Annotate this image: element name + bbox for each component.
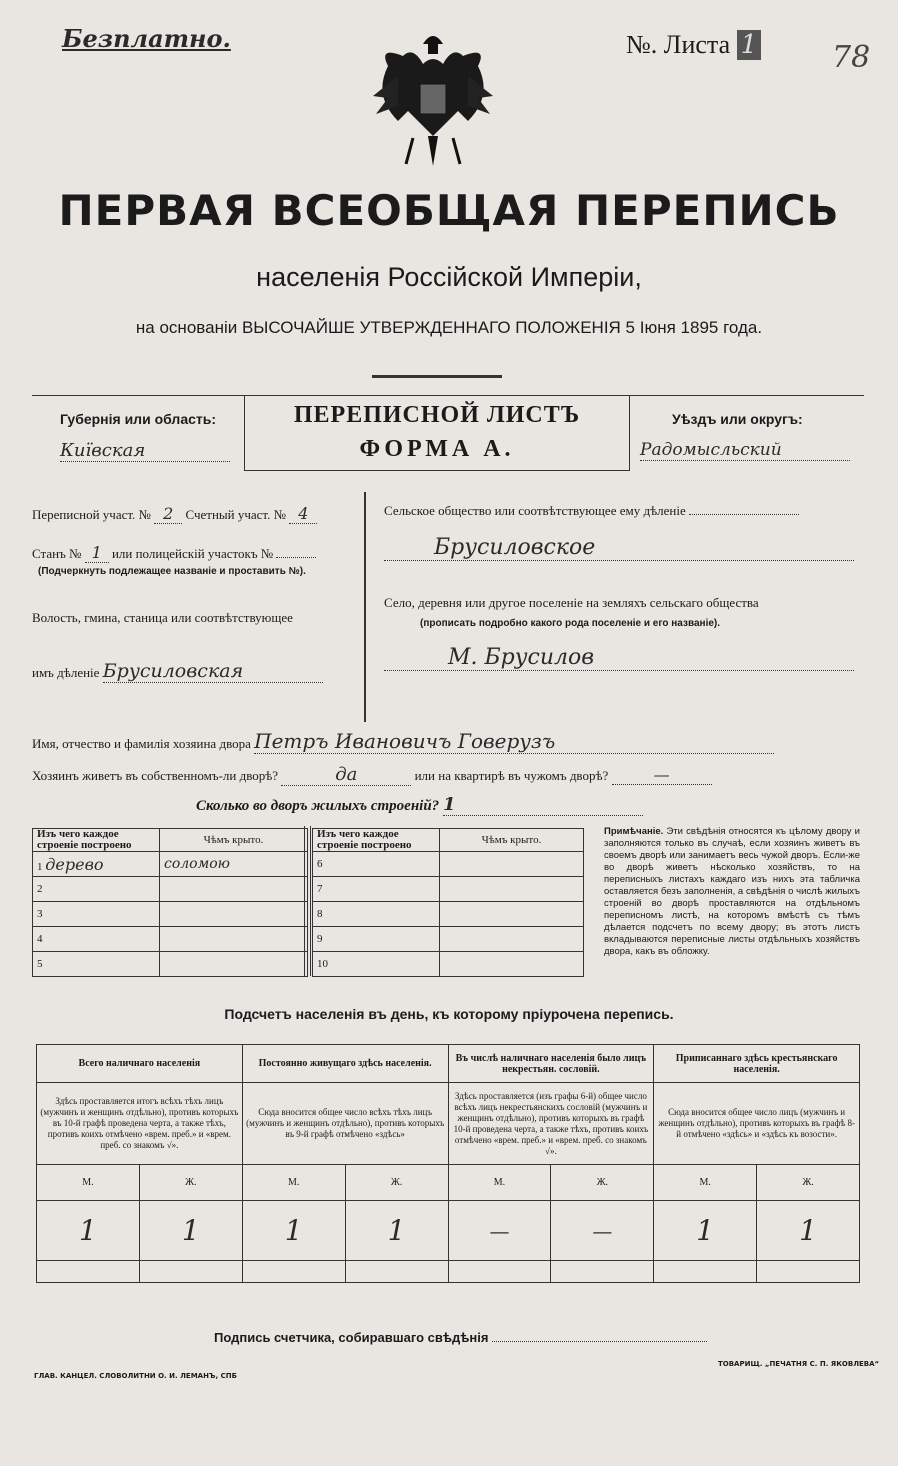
row-roof <box>440 952 584 977</box>
row-material: дерево <box>45 854 104 874</box>
row-roof <box>440 902 584 927</box>
row-roof <box>440 852 584 877</box>
note-block <box>604 826 860 958</box>
stan-note: (Подчеркнуть подлежащее названіе и проставить №). <box>38 566 306 577</box>
empty-cell <box>139 1261 242 1283</box>
row-num: 10 <box>317 958 328 970</box>
owner-name-label: Имя, отчество и фамилія хозяина двора <box>32 736 251 751</box>
subtitle: населенія Россійской Имперіи, <box>256 262 642 292</box>
count-table <box>36 1044 860 1283</box>
row-num: 6 <box>317 858 323 870</box>
table-row <box>33 927 308 952</box>
owner-own-row <box>32 764 712 786</box>
village-note: (прописать подробно какого рода поселеніе и его названіе). <box>420 618 721 629</box>
table-row <box>313 852 584 877</box>
column-divider <box>364 492 366 722</box>
empty-cell <box>654 1261 757 1283</box>
province-value: Київская <box>60 440 230 462</box>
note-heading: Примѣчаніе. <box>604 826 664 837</box>
owner-own-label: Хозяинъ живетъ въ собственномъ-ли дворѣ? <box>32 768 279 783</box>
basis-line: на основаніи ВЫСОЧАЙШЕ УТВЕРЖДЕННАГО ПОЛОЖЕНІЯ 5 Іюня 1895 года. <box>135 318 763 337</box>
count-value: 1 <box>242 1201 345 1261</box>
table-row <box>313 927 584 952</box>
col-m: М. <box>242 1165 345 1201</box>
police-area-blank <box>276 557 316 558</box>
col-f: Ж. <box>139 1165 242 1201</box>
row-num: 3 <box>37 908 43 920</box>
sheet-number: 1 <box>737 30 762 60</box>
stan-row <box>32 543 316 563</box>
row-roof <box>440 927 584 952</box>
form-title: ПЕРЕПИСНОЙ ЛИСТЪ <box>293 402 581 428</box>
count-header: Постоянно живущаго здѣсь населенія. <box>242 1045 448 1083</box>
owner-rent-value: — <box>612 765 712 785</box>
count-area-label: Счетный участ. № <box>185 507 287 522</box>
society-label: Сельское общество или соотвѣтствующее ему дѣленіе <box>384 503 686 518</box>
count-value: 1 <box>654 1201 757 1261</box>
col-m: М. <box>37 1165 140 1201</box>
col-roof-left: Чѣмъ крыто. <box>160 829 308 852</box>
row-roof <box>160 902 308 927</box>
count-desc: Сюда вносится общее число лицъ (мужчинъ и женщинъ отдѣльно), противъ которыхъ въ графѣ 8-й отмѣчено «здѣсь» и «здѣсь къ возости». <box>654 1083 860 1165</box>
corner-mark: 78 <box>832 40 871 75</box>
count-value: 1 <box>139 1201 242 1261</box>
count-desc: Сюда вносится общее число всѣхъ тѣхъ лицъ (мужчинъ и женщинъ отдѣльно), противъ которыхъ въ 9-й графѣ отмѣчено «здѣсь» <box>242 1083 448 1165</box>
count-value: 1 <box>757 1201 860 1261</box>
table-row <box>33 902 308 927</box>
ornament-divider <box>372 375 502 378</box>
buildings-value: 1 <box>443 794 643 816</box>
row-num: 9 <box>317 933 323 945</box>
col-m: М. <box>448 1165 551 1201</box>
row-num: 7 <box>317 883 323 895</box>
province-label: Губернія или область: <box>60 411 217 427</box>
row-num: 8 <box>317 908 323 920</box>
census-area-row <box>32 504 317 524</box>
buildings-table-right <box>312 828 584 977</box>
owner-own-value: да <box>281 764 411 786</box>
row-roof: соломою <box>160 852 308 877</box>
empty-cell <box>242 1261 345 1283</box>
empty-cell <box>345 1261 448 1283</box>
count-value: — <box>551 1201 654 1261</box>
owner-rent-label: или на квартирѣ въ чужомъ дворѣ? <box>414 768 609 783</box>
count-value: 1 <box>37 1201 140 1261</box>
row-num: 2 <box>37 883 43 895</box>
volost-row <box>32 660 323 683</box>
sheet-label-text: №. Листа <box>626 30 731 59</box>
table-double-rule <box>304 826 311 976</box>
col-roof-right: Чѣмъ крыто. <box>440 829 584 852</box>
table-row <box>33 877 308 902</box>
col-f: Ж. <box>551 1165 654 1201</box>
row-roof <box>160 952 308 977</box>
table-row <box>33 952 308 977</box>
table-row <box>313 877 584 902</box>
count-area-value: 4 <box>289 504 317 524</box>
empty-cell <box>448 1261 551 1283</box>
row-roof <box>160 877 308 902</box>
volost-label: Волость, гмина, станица или соотвѣтствующее <box>32 610 293 625</box>
row-roof <box>160 927 308 952</box>
form-name: ФОРМА А. <box>359 436 515 462</box>
empty-cell <box>37 1261 140 1283</box>
owner-name-row <box>32 729 774 754</box>
col-m: М. <box>654 1165 757 1201</box>
buildings-label: Сколько во дворъ жилыхъ строеній? <box>196 798 440 814</box>
sheet-label <box>626 30 761 60</box>
print-left: ГЛАВ. КАНЦЕЛ. СЛОВОЛИТНИ О. И. ЛЕМАНЪ, СПБ <box>34 1372 237 1380</box>
count-header: Въ числѣ наличнаго населенія было лицъ некрестьян. сословій. <box>448 1045 654 1083</box>
note-text: Эти свѣдѣнія относятся къ цѣлому двору и заполняются только въ случаѣ, если хозяинъ живетъ въ своемъ дворѣ или занимаетъ весь чужой дворъ. Если-же во дворѣ живетъ нѣсколько хозяйствъ, то на переписныхъ листахъ каждаго изъ нихъ эта табличка оставляется безъ заполненія, а свѣдѣнія о числѣ жилыхъ строеній во дворѣ проставляются на отдѣльномъ переписномъ листѣ, на которомъ вмѣстѣ съ тѣмъ дѣлается подсчетъ по всему двору; въ этотъ листъ вкладываются переписные листы отдѣльныхъ хозяйствъ двора, какъ въ обложку. <box>604 826 860 957</box>
row-roof <box>440 877 584 902</box>
census-area-label: Переписной участ. № <box>32 507 151 522</box>
col-f: Ж. <box>757 1165 860 1201</box>
row-num: 5 <box>37 958 43 970</box>
table-row <box>313 902 584 927</box>
double-headed-eagle-emblem <box>368 26 498 176</box>
signature-blank <box>492 1341 707 1342</box>
count-header: Всего наличнаго населенія <box>37 1045 243 1083</box>
signature-label: Подпись счетчика, собиравшаго свѣдѣнія <box>214 1330 489 1345</box>
empty-cell <box>757 1261 860 1283</box>
count-value: — <box>448 1201 551 1261</box>
main-title: ПЕРВАЯ ВСЕОБЩАЯ ПЕРЕПИСЬ <box>58 186 840 235</box>
free-label: Безплатно. <box>62 24 231 53</box>
col-material-right: Изъ чего каждое строеніе построено <box>313 829 440 852</box>
table-row <box>33 852 308 877</box>
empty-cell <box>551 1261 654 1283</box>
census-area-value: 2 <box>154 504 182 524</box>
district-label: Уѣздъ или округъ: <box>672 411 803 427</box>
count-value: 1 <box>345 1201 448 1261</box>
print-right: ТОВАРИЩ. „ПЕЧАТНЯ С. П. ЯКОВЛЕВА“ <box>718 1360 880 1368</box>
count-desc: Здѣсь проставляется (изъ графы 6-й) общее число всѣхъ лицъ некрестьянскихъ сословій (мужчинъ и женщинъ отдѣльно), противъ которыхъ въ графѣ 10-й проведена черта, а также тѣхъ, противъ коихъ отмѣчено «врем. преб.» и «врем. преб. со знакомъ √». <box>448 1083 654 1165</box>
stan-label: Станъ № <box>32 546 82 561</box>
row-num: 1 <box>37 860 43 873</box>
stan-suffix: или полицейскій участокъ № <box>111 546 274 561</box>
stan-value: 1 <box>85 543 109 563</box>
col-f: Ж. <box>345 1165 448 1201</box>
count-title: Подсчетъ населенія въ день, къ которому пріурочена перепись. <box>224 1006 674 1022</box>
village-value: М. Брусилов <box>384 645 854 671</box>
volost-value: Брусиловская <box>103 660 323 683</box>
col-material-left: Изъ чего каждое строеніе построено <box>33 829 160 852</box>
count-desc: Здѣсь проставляется итогъ всѣхъ тѣхъ лицъ (мужчинъ и женщинъ отдѣльно), противъ которыхъ въ 10-й графѣ проведена черта, а также тѣхъ, противъ коихъ отмѣчено «врем. преб.» и «врем. преб. со знакомъ √». <box>37 1083 243 1165</box>
village-label: Село, деревня или другое поселеніе на земляхъ сельскаго общества <box>384 595 759 610</box>
society-blank <box>689 514 799 515</box>
signature-row <box>214 1330 707 1345</box>
society-row <box>384 503 799 519</box>
row-num: 4 <box>37 933 43 945</box>
volost-label2: имъ дѣленіе <box>32 665 100 680</box>
owner-name-value: Петръ Ивановичъ Говерузъ <box>254 729 774 754</box>
count-header: Приписаннаго здѣсь крестьянскаго населенія. <box>654 1045 860 1083</box>
district-value: Радомысльский <box>640 440 850 461</box>
society-value: Брусиловское <box>384 535 854 561</box>
buildings-row <box>196 794 643 816</box>
buildings-table-left <box>32 828 308 977</box>
table-row <box>313 952 584 977</box>
